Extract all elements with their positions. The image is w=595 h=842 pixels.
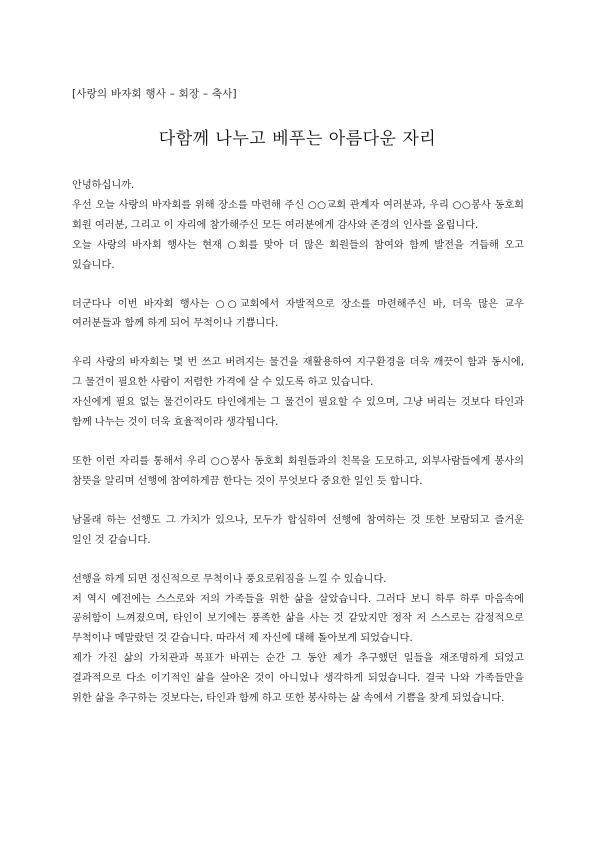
blank-line — [72, 334, 524, 353]
paragraph: 우리 사랑의 바자회는 몇 번 쓰고 버려지는 물건을 재활용하여 지구환경을 더욱 깨끗이 함과 동시에, 그 물건이 필요한 사람이 저렴한 가격에 살 수 있도록 하고 있습니다. — [72, 357, 524, 389]
paragraph: 오늘 사랑의 바자회 행사는 현재 ○회를 맞아 더 많은 회원들의 참여와 함께 발전을 거듭해 오고 있습니다. — [72, 239, 524, 271]
blank-line — [72, 492, 524, 511]
paragraph: 안녕하십니까. — [72, 180, 135, 191]
document-body — [72, 176, 524, 709]
paragraph: 자신에게 필요 없는 물건이라도 타인에게는 그 물건이 필요할 수 있으며, 그냥 버리는 것보다 타인과 함께 나누는 것이 더욱 효율적이라 생각됩니다. — [72, 397, 524, 429]
blank-line — [72, 433, 524, 452]
document-tag: [사랑의 바자회 행사 – 회장 – 축사] — [72, 88, 237, 100]
paragraph: 저 역시 예전에는 스스로와 저의 가족들을 위한 삶을 살았습니다. 그러다 보니 하루 하루 마음속에 공허함이 느껴졌으며, 타인이 보기에는 풍족한 삶을 사는 것 같았지만 정작 저 스스로는 감정적으로 무척이나 메말랐던 것 같습니다. 따라서 제 자신에 대해 돌아보게 되었습니다. — [72, 593, 524, 645]
paragraph: 제가 가진 삶의 가치관과 목표가 바뀌는 순간 그 동안 제가 추구했던 일들을 재조명하게 되었고 결과적으로 다소 이기적인 삶을 살아온 것이 아니었나 생각하게 되었습니다. 결국 나와 가족들만을 위한 삶을 추구하는 것보다는, 타인과 함께 하고 또한 봉사하는 삶 속에서 기쁨을 찾게 되었습니다. — [72, 653, 524, 705]
paragraph: 선행을 하게 되면 정신적으로 무척이나 풍요로워짐을 느낄 수 있습니다. — [72, 573, 387, 585]
paragraph: 남몰래 하는 선행도 그 가치가 있으나, 모두가 합심하여 선행에 참여하는 것 또한 보람되고 즐거운 일인 것 같습니다. — [72, 514, 524, 546]
blank-line — [72, 551, 524, 570]
paragraph: 더군다나 이번 바자회 행사는 ○○교회에서 자발적으로 장소를 마련해주신 바, 더욱 많은 교우 여러분들과 함께 하게 되어 무척이나 기쁩니다. — [72, 298, 524, 330]
paragraph: 또한 이런 자리를 통해서 우리 ○○봉사 동호회 회원들과의 친목을 도모하고, 외부사람들에게 봉사의 참뜻을 알리며 선행에 참여하게끔 한다는 것이 무엇보다 중요한 일인 듯 합니다. — [72, 455, 524, 487]
blank-line — [72, 276, 524, 295]
paragraph: 우선 오늘 사랑의 바자회를 위해 장소를 마련해 주신 ○○교회 관계자 여러분과, 우리 ○○봉사 동호회 회원 여러분, 그리고 이 자리에 참가해주신 모든 여러분에게 감사와 존경의 인사를 올립니다. — [72, 199, 524, 231]
document-title: 다함께 나누고 베푸는 아름다운 자리 — [158, 129, 437, 149]
